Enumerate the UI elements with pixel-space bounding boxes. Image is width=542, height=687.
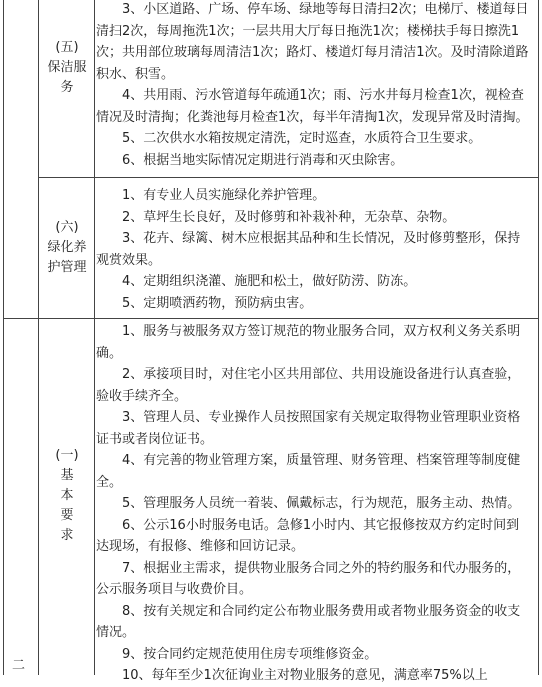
- paragraph: 3、小区道路、广场、停车场、绿地等每日清扫2次；电梯厅、楼道每日清扫2次，每周拖洗1次；一层共用大厅每日拖洗1次；楼梯扶手每日擦洗1次；共用部位玻璃每周清洁1次；路灯、楼道灯每月清洁1次。及时清除道路积水、积雪。: [96, 2, 529, 82]
- category-cleaning-service: [40, 38, 94, 98]
- category-line: 求: [60, 528, 74, 543]
- category-line: 本: [60, 488, 74, 503]
- row-divider: [38, 177, 539, 178]
- category-line: 绿化养: [47, 240, 87, 255]
- table-left-border: [3, 0, 4, 675]
- paragraph: 3、花卉、绿篱、树木应根据其品种和生长情况，及时修剪整形，保持观赏效果。: [96, 231, 521, 268]
- paragraph: 5、管理服务人员统一着装、佩戴标志，行为规范，服务主动、热情。: [122, 496, 521, 511]
- paragraph: 2、草坪生长良好，及时修剪和补栽补种，无杂草、杂物。: [122, 209, 456, 225]
- paragraph: 10、每年至少1次征询业主对物业服务的意见，满意率75%以上: [122, 668, 488, 683]
- table-right-border: [538, 0, 539, 675]
- paragraph: 5、二次供水水箱按规定清洗，定时巡查，水质符合卫生要求。: [122, 131, 482, 146]
- paragraph: 2、承接项目时，对住宅小区共用部位、共用设施设备进行认真查验，验收手续齐全。: [96, 367, 521, 404]
- paragraph: 4、定期组织浇灌、施肥和松土，做好防涝、防冻。: [122, 274, 417, 289]
- category-column-divider: [94, 0, 95, 675]
- cleaning-service-content: [96, 0, 532, 171]
- category-line: 要: [60, 508, 74, 523]
- section-divider: [3, 318, 539, 319]
- paragraph: 1、有专业人员实施绿化养护管理。: [122, 188, 326, 203]
- paragraph: 4、有完善的物业管理方案，质量管理、财务管理、档案管理等制度健全。: [96, 453, 521, 490]
- basic-requirements-content: [96, 321, 532, 687]
- paragraph: 8、按有关规定和合同约定公布物业服务费用或者物业服务资金的收支情况。: [96, 603, 521, 640]
- category-line: 务: [60, 80, 74, 95]
- section-number: 二: [12, 658, 26, 673]
- category-greening-maintenance: [40, 218, 94, 278]
- paragraph: 1、服务与被服务双方签订规范的物业服务合同，双方权利义务关系明确。: [96, 324, 521, 361]
- paragraph: 9、按合同约定规范使用住房专项维修资金。: [122, 646, 378, 662]
- category-line: 护管理: [47, 260, 87, 275]
- section-column-divider: [38, 0, 39, 675]
- paragraph: 6、公示16小时服务电话。急修1小时内、其它报修按双方约定时间到达现场，有报修、维修和回访记录。: [96, 517, 520, 554]
- paragraph: 7、根据业主需求，提供物业服务合同之外的特约服务和代办服务的，公示服务项目与收费价目。: [96, 560, 521, 597]
- category-line: 保洁服: [47, 60, 87, 75]
- category-line: (五): [55, 40, 79, 55]
- paragraph: 5、定期喷洒药物，预防病虫害。: [122, 295, 313, 311]
- category-line: 基: [60, 468, 74, 483]
- category-line: (一): [55, 448, 79, 463]
- category-line: (六): [55, 220, 79, 235]
- paragraph: 6、根据当地实际情况定期进行消毒和灭虫除害。: [122, 152, 404, 168]
- greening-maintenance-content: [96, 185, 532, 314]
- category-basic-requirements: [40, 446, 94, 546]
- paragraph: 3、管理人员、专业操作人员按照国家有关规定取得物业管理职业资格证书或者岗位证书。: [96, 410, 521, 447]
- paragraph: 4、共用雨、污水管道每年疏通1次；雨、污水井每月检查1次，视检查情况及时清掏；化粪池每月检查1次，每半年清掏1次，发现异常及时清掏。: [96, 88, 529, 125]
